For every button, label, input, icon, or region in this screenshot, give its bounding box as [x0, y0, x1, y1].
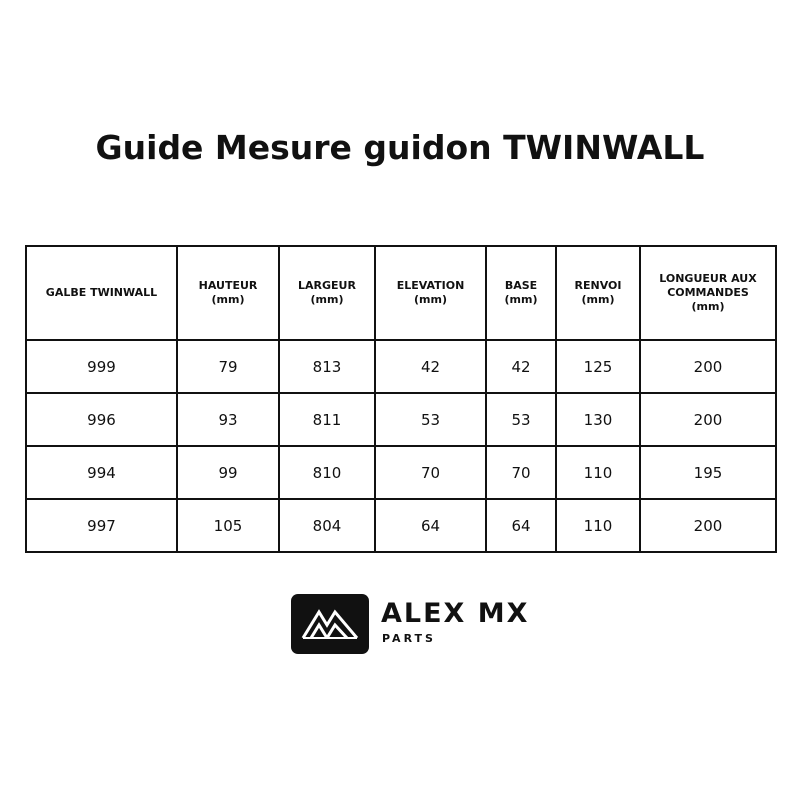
table-cell: 200: [640, 393, 776, 446]
table-cell: 110: [556, 499, 640, 552]
table-cell: 200: [640, 499, 776, 552]
brand-subtitle: PARTS: [382, 632, 436, 645]
mountain-logo-icon: [291, 594, 369, 654]
page-title: Guide Mesure guidon TWINWALL: [95, 128, 705, 167]
table-cell: 125: [556, 340, 640, 393]
table-cell: 42: [375, 340, 486, 393]
table-row: [26, 499, 776, 552]
table-cell: 810: [279, 446, 375, 499]
table-cell: 130: [556, 393, 640, 446]
brand-logo: [291, 594, 531, 654]
header-longueur: LONGUEUR AUX COMMANDES (mm): [640, 246, 776, 340]
table-cell: 64: [486, 499, 556, 552]
table-cell: 53: [486, 393, 556, 446]
table-cell: 200: [640, 340, 776, 393]
table-cell: 79: [177, 340, 279, 393]
table-cell: 99: [177, 446, 279, 499]
table-cell: 53: [375, 393, 486, 446]
table-row: [26, 393, 776, 446]
table-cell: 996: [26, 393, 177, 446]
table-cell: 999: [26, 340, 177, 393]
table-cell: 813: [279, 340, 375, 393]
table-cell: 994: [26, 446, 177, 499]
table-row: [26, 446, 776, 499]
table-cell: 997: [26, 499, 177, 552]
table-cell: 105: [177, 499, 279, 552]
header-hauteur: HAUTEUR (mm): [177, 246, 279, 340]
table-cell: 804: [279, 499, 375, 552]
table-cell: 70: [486, 446, 556, 499]
table-cell: 70: [375, 446, 486, 499]
brand-name: ALEX MX: [381, 598, 530, 629]
measurement-table: [25, 245, 777, 553]
table-cell: 64: [375, 499, 486, 552]
table-cell: 811: [279, 393, 375, 446]
table-row: [26, 340, 776, 393]
header-renvoi: RENVOI (mm): [556, 246, 640, 340]
header-largeur: LARGEUR (mm): [279, 246, 375, 340]
table-cell: 93: [177, 393, 279, 446]
table-cell: 42: [486, 340, 556, 393]
table-header-row: [26, 246, 776, 340]
header-galbe: GALBE TWINWALL: [26, 246, 177, 340]
table-cell: 110: [556, 446, 640, 499]
header-base: BASE (mm): [486, 246, 556, 340]
table-cell: 195: [640, 446, 776, 499]
header-elevation: ELEVATION (mm): [375, 246, 486, 340]
